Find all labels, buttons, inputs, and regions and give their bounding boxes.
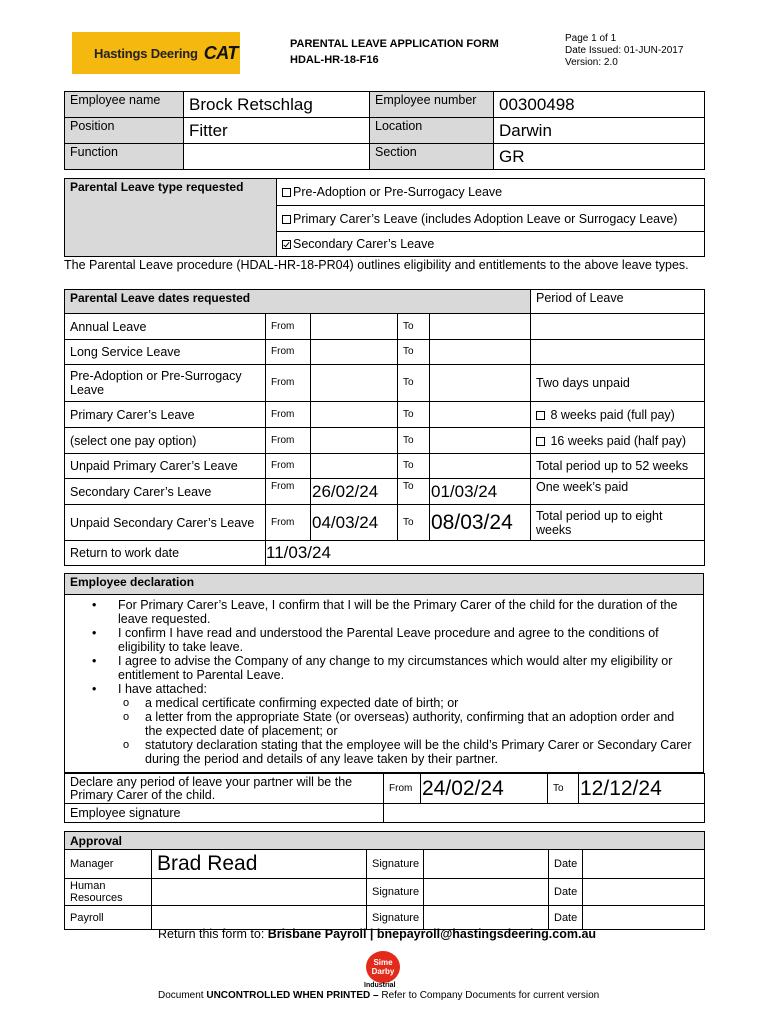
date-issued: Date Issued: 01-JUN-2017 [565, 45, 684, 56]
employee-number-field[interactable]: 00300498 [494, 92, 705, 118]
period-field: Two days unpaid [531, 365, 705, 402]
position-label: Position [65, 118, 184, 144]
declaration-header: Employee declaration [65, 574, 704, 595]
employee-details-table [64, 91, 705, 170]
row-label: Unpaid Secondary Carer’s Leave [65, 505, 266, 541]
form-code: HDAL-HR-18-F16 [290, 54, 379, 66]
to-label: To [398, 505, 430, 541]
from-field[interactable] [311, 402, 398, 428]
document-footer [158, 990, 599, 1001]
signature-label: Signature [367, 850, 424, 879]
approver-label: Payroll [65, 906, 152, 930]
function-field[interactable] [184, 144, 370, 170]
declaration-bullet: • I have attached: [87, 682, 693, 696]
hr-date-field[interactable] [583, 879, 705, 906]
declaration-body [64, 594, 704, 773]
to-field[interactable]: 01/03/24 [430, 479, 531, 505]
to-label: To [398, 365, 430, 402]
from-label: From [266, 454, 311, 479]
sime-darby-logo: Sime Darby [366, 951, 400, 983]
employee-name-field[interactable]: Brock Retschlag [184, 92, 370, 118]
declaration-header-table [64, 573, 704, 595]
payroll-signature-field[interactable] [424, 906, 549, 930]
row-label: Long Service Leave [65, 340, 266, 365]
to-field[interactable] [430, 314, 531, 340]
return-target: Brisbane Payroll | bnepayroll@hastingsdeering.com.au [267, 927, 597, 941]
from-label: From [266, 402, 311, 428]
row-label: Pre-Adoption or Pre-Surrogacy Leave [65, 365, 266, 402]
row-label: Unpaid Primary Carer’s Leave [65, 454, 266, 479]
checkbox-icon[interactable] [536, 411, 545, 420]
row-label: Secondary Carer’s Leave [65, 479, 266, 505]
to-label: To [398, 314, 430, 340]
approver-label: Manager [65, 850, 152, 879]
declaration-sub-bullet: o a letter from the appropriate State (or overseas) authority, confirming that an adoption order and the expected date of placement; or [87, 710, 693, 738]
payroll-name-field[interactable] [152, 906, 367, 930]
option-label: Primary Carer’s Leave (includes Adoption Leave or Surrogacy Leave) [293, 211, 678, 226]
partner-from-label: From [384, 774, 421, 804]
row-label: Annual Leave [65, 314, 266, 340]
section-field[interactable]: GR [494, 144, 705, 170]
period-field: 8 weeks paid (full pay) [550, 407, 675, 422]
dates-header: Parental Leave dates requested [65, 290, 531, 314]
row-label: Primary Carer’s Leave [65, 402, 266, 428]
function-label: Function [65, 144, 184, 170]
period-field: Total period up to eight weeks [531, 505, 705, 541]
partner-from-field[interactable]: 24/02/24 [421, 774, 548, 804]
to-field[interactable]: 08/03/24 [430, 505, 531, 541]
leave-dates-table [64, 289, 705, 566]
procedure-note: The Parental Leave procedure (HDAL-HR-18-PR04) outlines eligibility and entitlements to the above leave types. [64, 258, 689, 272]
period-field [531, 314, 705, 340]
declaration-sub-bullet: o a medical certificate confirming expected date of birth; or [87, 696, 693, 710]
date-label: Date [549, 850, 583, 879]
declaration-bullet: • I confirm I have read and understood the Parental Leave procedure and agree to the conditions of eligibility to take leave. [87, 626, 693, 654]
partner-leave-table [64, 773, 705, 823]
manager-name-field[interactable]: Brad Read [152, 850, 367, 879]
employee-signature-field[interactable] [384, 804, 705, 823]
return-instruction [158, 927, 596, 941]
from-field[interactable] [311, 340, 398, 365]
location-field[interactable]: Darwin [494, 118, 705, 144]
footer-prefix: Document [158, 990, 207, 1001]
return-date-field[interactable]: 11/03/24 [266, 541, 705, 566]
from-label: From [266, 314, 311, 340]
from-label: From [266, 505, 311, 541]
section-label: Section [370, 144, 494, 170]
employee-signature-label: Employee signature [65, 804, 384, 823]
signature-label: Signature [367, 879, 424, 906]
partner-to-label: To [548, 774, 579, 804]
form-title: PARENTAL LEAVE APPLICATION FORM [290, 38, 499, 50]
declaration-sub-bullet: o statutory declaration stating that the employee will be the child’s Primary Carer or Secondary Carer during the period and details of any leave taken by their partner. [87, 738, 693, 766]
option-label: Pre-Adoption or Pre-Surrogacy Leave [293, 185, 503, 199]
to-label: To [398, 479, 430, 505]
approval-header: Approval [65, 832, 705, 850]
leave-option-primary-carer[interactable] [277, 206, 705, 232]
declaration-bullet: • For Primary Carer’s Leave, I confirm that I will be the Primary Carer of the child for the duration of the leave requested. [87, 598, 693, 626]
company-logo [72, 32, 240, 74]
from-label: From [266, 340, 311, 365]
from-field[interactable] [311, 428, 398, 454]
leave-option-secondary-carer[interactable] [277, 232, 705, 257]
checkbox-icon[interactable] [282, 215, 291, 224]
to-label: To [398, 340, 430, 365]
return-label: Return to work date [65, 541, 266, 566]
leave-type-table [64, 178, 705, 257]
period-field: One week’s paid [531, 479, 705, 505]
logo-text: Hastings Deering [94, 45, 198, 61]
from-label: From [266, 428, 311, 454]
declaration-bullet: • I agree to advise the Company of any change to my circumstances which would alter my eligibility or entitlement to Parental Leave. [87, 654, 693, 682]
return-prefix: Return this form to: [158, 927, 268, 941]
from-field[interactable] [311, 454, 398, 479]
from-field[interactable]: 26/02/24 [311, 479, 398, 505]
to-field[interactable] [430, 402, 531, 428]
hr-signature-field[interactable] [424, 879, 549, 906]
employee-name-label: Employee name [65, 92, 184, 118]
manager-date-field[interactable] [583, 850, 705, 879]
employee-number-label: Employee number [370, 92, 494, 118]
date-label: Date [549, 879, 583, 906]
payroll-date-field[interactable] [583, 906, 705, 930]
pay-option-full[interactable] [531, 402, 705, 428]
from-label: From [266, 479, 311, 505]
row-label: (select one pay option) [65, 428, 266, 454]
to-field[interactable] [430, 454, 531, 479]
partner-leave-label: Declare any period of leave your partner will be the Primary Carer of the child. [65, 774, 384, 804]
approval-table [64, 831, 705, 930]
page-number: Page 1 of 1 [565, 33, 617, 44]
location-label: Location [370, 118, 494, 144]
to-label: To [398, 454, 430, 479]
period-header: Period of Leave [531, 290, 705, 314]
checkbox-icon[interactable] [282, 188, 291, 197]
partner-to-field[interactable]: 12/12/24 [579, 774, 705, 804]
checkbox-checked-icon[interactable] [282, 240, 291, 249]
footer-bold: UNCONTROLLED WHEN PRINTED – [206, 990, 382, 1001]
hr-name-field[interactable] [152, 879, 367, 906]
from-field[interactable] [311, 365, 398, 402]
signature-label: Signature [367, 906, 424, 930]
to-field[interactable] [430, 340, 531, 365]
from-label: From [266, 365, 311, 402]
pay-option-half[interactable] [531, 428, 705, 454]
period-field [531, 340, 705, 365]
sime-darby-sub: Industrial [364, 982, 396, 989]
date-label: Date [549, 906, 583, 930]
approver-label: Human Resources [65, 879, 152, 906]
period-field: 16 weeks paid (half pay) [550, 433, 686, 448]
form-title-block [290, 36, 499, 68]
manager-signature-field[interactable] [424, 850, 549, 879]
to-field[interactable] [430, 428, 531, 454]
option-label: Secondary Carer’s Leave [293, 237, 435, 251]
version: Version: 2.0 [565, 57, 618, 68]
to-label: To [398, 428, 430, 454]
leave-type-label: Parental Leave type requested [65, 179, 277, 257]
checkbox-icon[interactable] [536, 437, 545, 446]
to-label: To [398, 402, 430, 428]
to-field[interactable] [430, 365, 531, 402]
position-field[interactable]: Fitter [184, 118, 370, 144]
from-field[interactable]: 04/03/24 [311, 505, 398, 541]
footer-suffix: Refer to Company Documents for current version [381, 990, 600, 1001]
leave-option-pre-adoption[interactable] [277, 179, 705, 206]
from-field[interactable] [311, 314, 398, 340]
cat-logo: CAT [203, 42, 238, 63]
period-field: Total period up to 52 weeks [531, 454, 705, 479]
form-meta [565, 33, 683, 69]
